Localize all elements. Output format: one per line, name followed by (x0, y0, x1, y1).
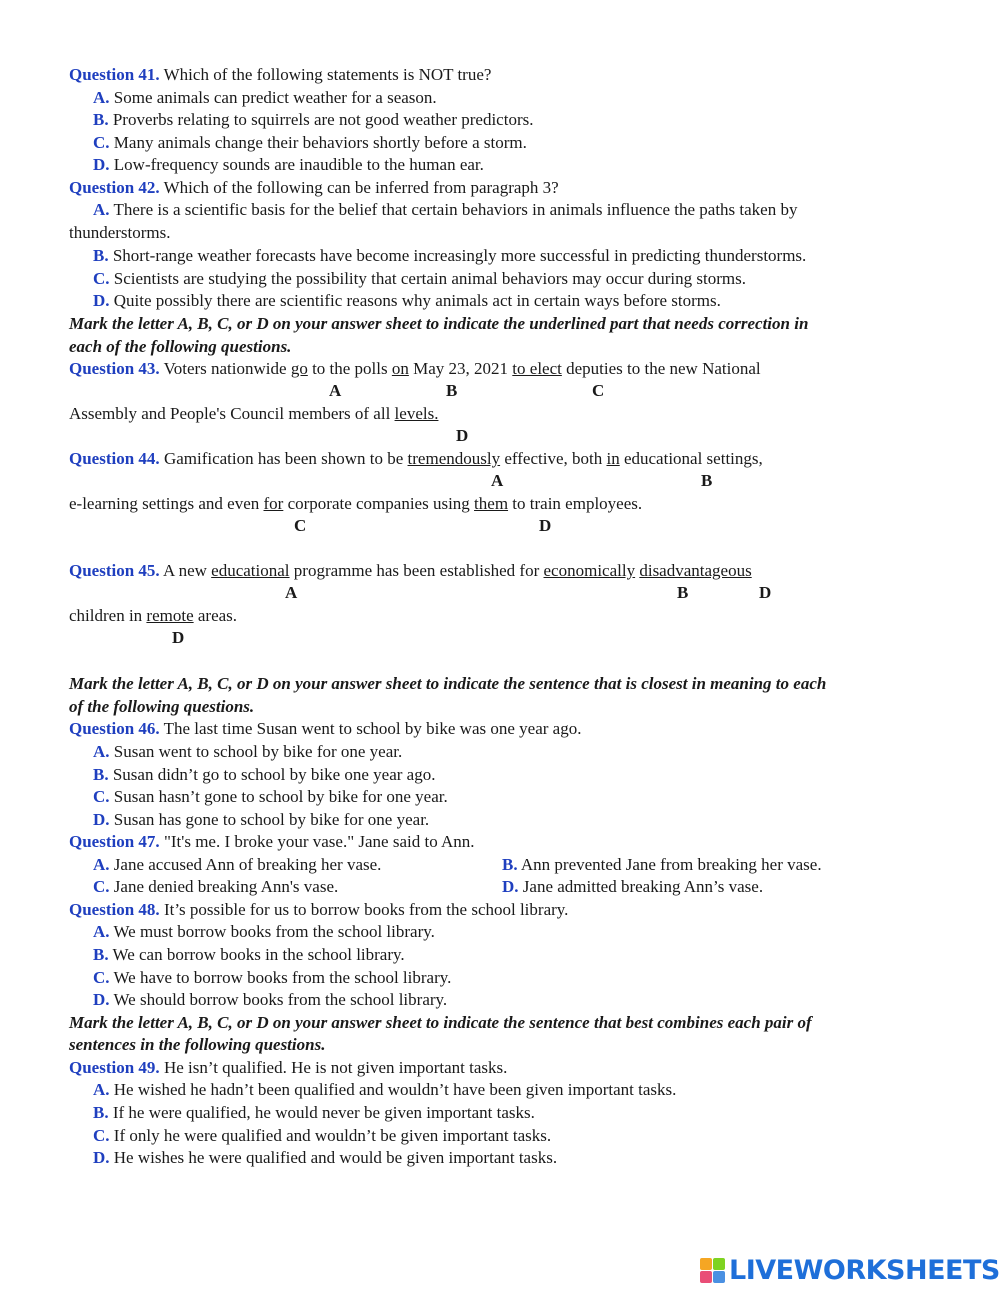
marker-a: A (329, 381, 342, 400)
q49-option-d[interactable] (93, 1148, 557, 1168)
q41-label: Question 41. (69, 65, 160, 84)
q48-option-d[interactable] (93, 990, 447, 1010)
option-letter: D. (93, 810, 110, 829)
option-text: There is a scientific basis for the belief that certain behaviors in animals influence the paths taken by (109, 200, 798, 219)
option-text: Ann prevented Jane from breaking her vase. (517, 855, 822, 874)
underlined-part-b[interactable]: economically (543, 561, 636, 580)
underlined-part-d[interactable]: them (474, 494, 509, 513)
option-text: We should borrow books from the school library. (109, 990, 448, 1009)
option-text: If only he were qualified and wouldn’t be given important tasks. (109, 1126, 552, 1145)
q44-label: Question 44. (69, 449, 160, 468)
q41-option-c[interactable] (93, 133, 527, 153)
logo-square (713, 1258, 725, 1270)
option-letter: A. (93, 742, 110, 761)
marker-a: A (491, 471, 504, 490)
q47-option-a[interactable] (93, 855, 381, 875)
underlined-part-b[interactable]: on (391, 359, 409, 378)
marker-d: D (759, 583, 772, 602)
marker-a: A (285, 583, 298, 602)
option-letter: D. (93, 1148, 110, 1167)
logo-grid-icon (700, 1258, 725, 1283)
q48-option-b[interactable] (93, 945, 405, 965)
underlined-part-b[interactable]: in (606, 449, 620, 468)
instruction-correction-line1: Mark the letter A, B, C, or D on your answer sheet to indicate the underlined part that needs correction in (69, 314, 809, 333)
q42-text: Which of the following can be inferred from paragraph 3? (159, 178, 559, 197)
option-letter: D. (93, 990, 110, 1009)
option-letter: B. (93, 110, 109, 129)
option-letter: A. (93, 855, 110, 874)
instruction-meaning-line2: of the following questions. (69, 697, 255, 716)
option-letter: B. (93, 765, 109, 784)
instruction-combine-line2: sentences in the following questions. (69, 1035, 326, 1054)
logo-square (713, 1271, 725, 1283)
underlined-part-c[interactable]: to elect (512, 359, 562, 378)
sentence-text: Voters nationwide (159, 359, 291, 378)
logo-square (700, 1271, 712, 1283)
option-text: We must borrow books from the school library. (109, 922, 435, 941)
q49-stem (69, 1058, 507, 1078)
option-letter: C. (93, 877, 110, 896)
option-letter: B. (93, 246, 109, 265)
q48-label: Question 48. (69, 900, 160, 919)
option-letter: A. (93, 1080, 110, 1099)
option-text: Susan went to school by bike for one year. (109, 742, 403, 761)
marker-b: B (446, 381, 458, 400)
q46-option-d[interactable] (93, 810, 429, 830)
sentence-text: children in (69, 606, 147, 625)
q48-stem (69, 900, 568, 920)
instruction-correction-line2: each of the following questions. (69, 337, 292, 356)
option-text: Proverbs relating to squirrels are not good weather predictors. (108, 110, 534, 129)
q45-line1 (69, 561, 752, 581)
sentence-text: A new (159, 561, 212, 580)
option-text: Some animals can predict weather for a season. (109, 88, 437, 107)
option-text: We can borrow books in the school library. (108, 945, 405, 964)
q44-line2 (69, 494, 642, 514)
option-text: Susan didn’t go to school by bike one year ago. (108, 765, 436, 784)
q42-stem (69, 178, 559, 198)
underlined-part-a[interactable]: tremendously (407, 449, 501, 468)
sentence-text: e-learning settings and even (69, 494, 264, 513)
sentence-text: Gamification has been shown to be (159, 449, 408, 468)
q46-option-a[interactable] (93, 742, 402, 762)
marker-d: D (539, 516, 552, 535)
option-letter: C. (93, 269, 110, 288)
option-letter: D. (93, 291, 110, 310)
option-letter: A. (93, 88, 110, 107)
q41-option-b[interactable] (93, 110, 533, 130)
q47-stem (69, 832, 475, 852)
q49-option-a[interactable] (93, 1080, 676, 1100)
underlined-part-d[interactable]: levels. (394, 404, 439, 423)
q46-stem (69, 719, 581, 739)
q47-option-b[interactable] (502, 855, 822, 875)
option-text: He wishes he were qualified and would be given important tasks. (109, 1148, 558, 1167)
option-text: Scientists are studying the possibility that certain animal behaviors may occur during storms. (109, 269, 746, 288)
sentence-text: effective, both (500, 449, 607, 468)
marker-c: C (592, 381, 605, 400)
underlined-part-d1[interactable]: disadvantageous (639, 561, 752, 580)
option-text: Jane denied breaking Ann's vase. (109, 877, 339, 896)
q42-option-a-continued: thunderstorms. (69, 223, 171, 242)
sentence-text: to the polls (307, 359, 392, 378)
option-letter: B. (93, 945, 109, 964)
option-letter: B. (93, 1103, 109, 1122)
marker-d: D (172, 628, 185, 647)
logo-text: LIVEWORKSHEETS (729, 1254, 1000, 1286)
option-letter: D. (502, 877, 519, 896)
q45-label: Question 45. (69, 561, 160, 580)
q45-line2 (69, 606, 237, 626)
q43-line2 (69, 404, 438, 424)
q41-option-d[interactable] (93, 155, 484, 175)
q43-label: Question 43. (69, 359, 160, 378)
option-text: Jane accused Ann of breaking her vase. (109, 855, 382, 874)
option-letter: C. (93, 787, 110, 806)
option-text: He wished he hadn’t been qualified and wouldn’t have been given important tasks. (109, 1080, 677, 1099)
option-letter: A. (93, 922, 110, 941)
option-letter: A. (93, 200, 110, 219)
marker-b: B (677, 583, 689, 602)
q42-option-a[interactable] (93, 200, 797, 220)
option-text: Quite possibly there are scientific reasons why animals act in certain ways before storms. (109, 291, 721, 310)
option-text: Susan has gone to school by bike for one year. (109, 810, 430, 829)
q46-text: The last time Susan went to school by bike was one year ago. (159, 719, 582, 738)
underlined-part-d2[interactable]: remote (146, 606, 194, 625)
sentence-text: programme has been established for (289, 561, 544, 580)
instruction-combine-line1: Mark the letter A, B, C, or D on your answer sheet to indicate the sentence that best combines each pair of (69, 1013, 812, 1032)
sentence-text: educational settings, (619, 449, 763, 468)
option-text: Jane admitted breaking Ann’s vase. (518, 877, 764, 896)
underlined-part-a[interactable]: educational (211, 561, 290, 580)
sentence-text: May 23, 2021 (408, 359, 513, 378)
q48-option-c[interactable] (93, 968, 451, 988)
option-letter: D. (93, 155, 110, 174)
q49-text: He isn’t qualified. He is not given important tasks. (159, 1058, 508, 1077)
q48-option-a[interactable] (93, 922, 435, 942)
sentence-text: to train employees. (508, 494, 643, 513)
q42-option-b[interactable] (93, 246, 806, 266)
option-letter: C. (93, 1126, 110, 1145)
sentence-text: corporate companies using (283, 494, 475, 513)
q43-line1 (69, 359, 761, 379)
q46-option-b[interactable] (93, 765, 435, 785)
q49-label: Question 49. (69, 1058, 160, 1077)
q47-option-c[interactable] (93, 877, 338, 897)
option-letter: B. (502, 855, 518, 874)
liveworksheets-logo[interactable] (700, 1252, 1000, 1288)
sentence-text: Assembly and People's Council members of all (69, 404, 395, 423)
q47-label: Question 47. (69, 832, 160, 851)
marker-c: C (294, 516, 307, 535)
q48-text: It’s possible for us to borrow books from the school library. (159, 900, 569, 919)
sentence-text: areas. (193, 606, 238, 625)
option-text: Many animals change their behaviors shortly before a storm. (109, 133, 527, 152)
option-text: Short-range weather forecasts have become increasingly more successful in predicting thunderstorms. (108, 246, 807, 265)
marker-b: B (701, 471, 713, 490)
option-text: Susan hasn’t gone to school by bike for one year. (109, 787, 448, 806)
q47-text: "It's me. I broke your vase." Jane said to Ann. (159, 832, 475, 851)
q42-option-d[interactable] (93, 291, 721, 311)
underlined-part-c[interactable]: for (263, 494, 284, 513)
q49-option-b[interactable] (93, 1103, 535, 1123)
sentence-text: deputies to the new National (561, 359, 761, 378)
instruction-meaning-line1: Mark the letter A, B, C, or D on your answer sheet to indicate the sentence that is closest in meaning to each (69, 674, 827, 693)
q41-text: Which of the following statements is NOT true? (159, 65, 492, 84)
q42-label: Question 42. (69, 178, 160, 197)
q46-option-c[interactable] (93, 787, 448, 807)
q46-label: Question 46. (69, 719, 160, 738)
option-text: If he were qualified, he would never be given important tasks. (108, 1103, 535, 1122)
option-text: We have to borrow books from the school library. (109, 968, 452, 987)
marker-d: D (456, 426, 469, 445)
logo-square (700, 1258, 712, 1270)
q49-option-c[interactable] (93, 1126, 551, 1146)
option-letter: C. (93, 968, 110, 987)
option-letter: C. (93, 133, 110, 152)
q44-line1 (69, 449, 763, 469)
q41-stem (69, 65, 491, 85)
q47-option-d[interactable] (502, 877, 763, 897)
underlined-part-a[interactable]: go (290, 359, 308, 378)
q42-option-c[interactable] (93, 269, 746, 289)
q41-option-a[interactable] (93, 88, 437, 108)
option-text: Low-frequency sounds are inaudible to the human ear. (109, 155, 484, 174)
